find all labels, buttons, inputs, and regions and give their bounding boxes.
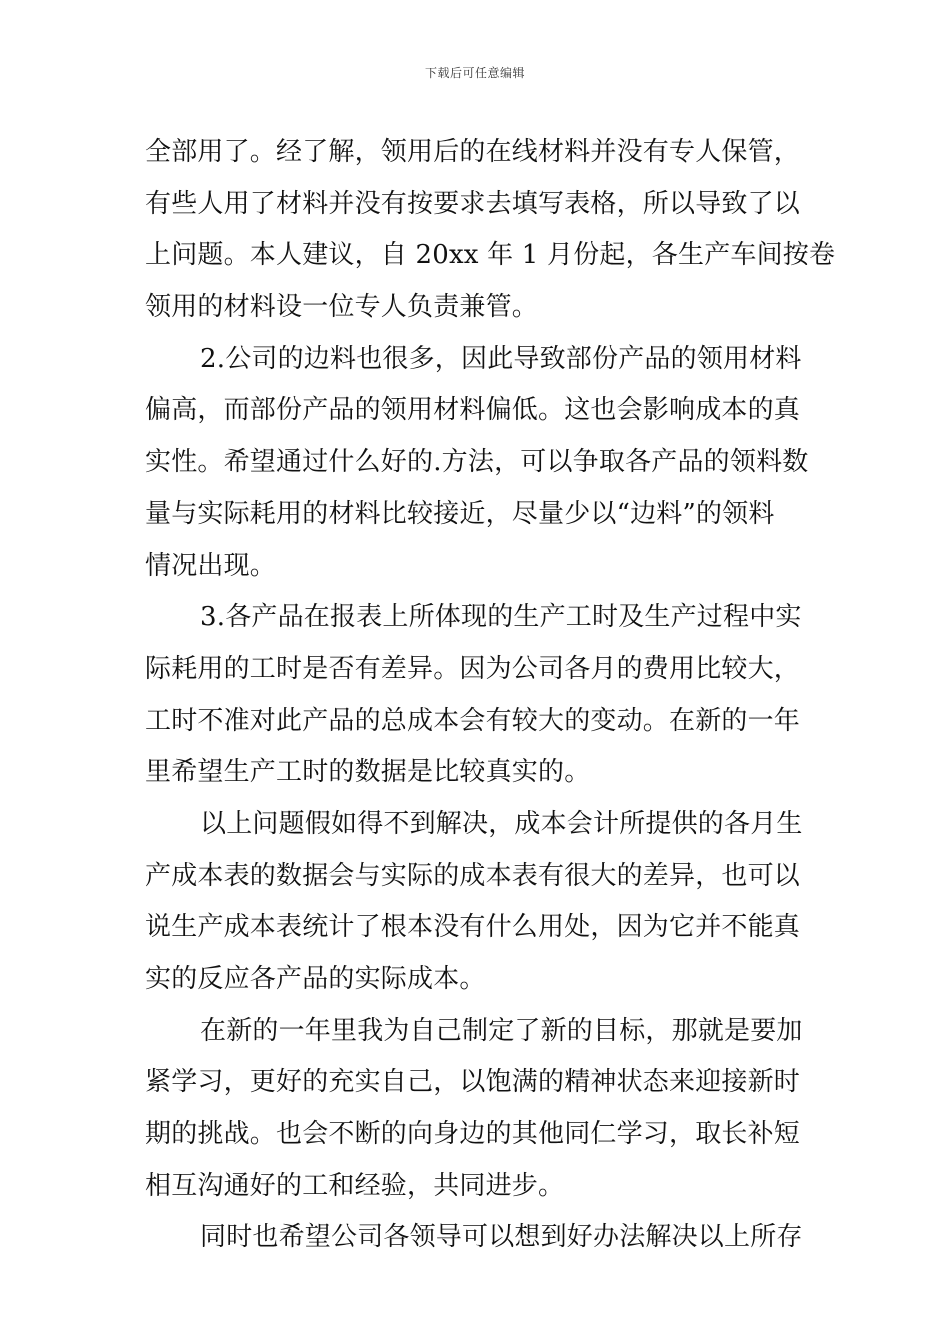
text-line: 实的反应各产品的实际成本。: [145, 964, 486, 994]
text-line: 里希望生产工时的数据是比较真实的。: [145, 757, 591, 788]
paragraph-first-line: 3.各产品在报表上所体现的生产工时及生产过程中实: [200, 602, 802, 633]
paragraph-first-line: 在新的一年里我为自己制定了新的目标，那就是要加: [200, 1015, 803, 1046]
text-line: 全部用了。经了解，领用后的在线材料并没有专人保管，: [145, 137, 801, 167]
paragraph-first-line: 同时也希望公司各领导可以想到好办法解决以上所存: [200, 1222, 803, 1253]
text-line: 说生产成本表统计了根本没有什么用处，因为它并不能真: [145, 912, 801, 943]
paragraph-first-line: 以上问题假如得不到解决，成本会计所提供的各月生: [200, 808, 803, 839]
text-line: 实性。希望通过什么好的.方法，可以争取各产品的领料数: [145, 447, 809, 478]
text-line: 量与实际耗用的材料比较接近，尽量少以“边料”的领料: [145, 498, 775, 529]
text-line: 工时不准对此产品的总成本会有较大的变动。在新的一年: [145, 705, 801, 736]
paragraph-first-line: 2.公司的边料也很多，因此导致部份产品的领用材料: [200, 343, 802, 374]
page-header: 下载后可任意编辑: [424, 66, 525, 80]
text-line: 相互沟通好的工和经验，共同进步。: [145, 1170, 565, 1201]
text-line: 偏高，而部份产品的领用材料偏低。这也会影响成本的真: [145, 395, 801, 426]
text-line: 领用的材料设一位专人负责兼管。: [145, 292, 539, 323]
text-line: 期的挑战。也会不断的向身边的其他同仁学习，取长补短: [145, 1119, 801, 1150]
text-line: 上问题。本人建议，自 20xx 年 1 月份起，各生产车间按卷: [145, 240, 836, 271]
text-line: 情况出现。: [145, 550, 277, 581]
document-body: [145, 127, 836, 1264]
text-line: 产成本表的数据会与实际的成本表有很大的差异，也可以: [145, 860, 801, 891]
text-line: 有些人用了材料并没有按要求去填写表格，所以导致了以: [145, 188, 801, 219]
text-line: 际耗用的工时是否有差异。因为公司各月的费用比较大，: [145, 653, 801, 684]
text-line: 紧学习，更好的充实自己，以饱满的精神状态来迎接新时: [145, 1067, 801, 1098]
